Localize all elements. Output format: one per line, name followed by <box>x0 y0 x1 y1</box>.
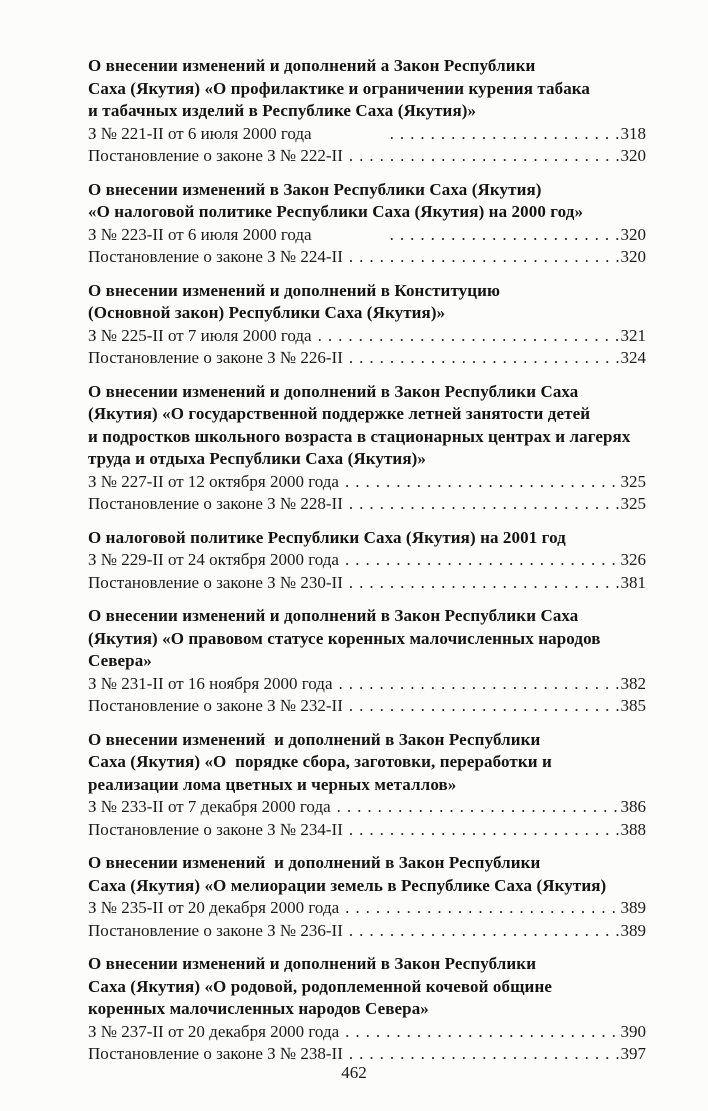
title-line: О внесении изменений и дополнений а Закон Республики <box>88 56 536 75</box>
title-line: и табачных изделий в Республике Саха (Якутия)» <box>88 101 477 120</box>
toc-entry <box>88 953 646 1066</box>
law-ref-text: З № 229-II от 24 октября 2000 года <box>88 550 339 569</box>
resolution-ref-row <box>88 920 646 943</box>
title-line: Саха (Якутия) «О порядке сбора, заготовки, переработки и <box>88 752 552 771</box>
law-ref-row <box>88 549 646 572</box>
law-page-number: 318 <box>620 123 646 143</box>
law-ref-text: З № 223-II от 6 июля 2000 года <box>88 224 312 244</box>
resolution-ref-row <box>88 572 646 595</box>
dot-leader <box>312 325 621 348</box>
law-page-number: 325 <box>620 471 646 491</box>
resolution-ref-row <box>88 246 646 269</box>
law-page-number: 389 <box>620 898 646 917</box>
dot-leader <box>339 897 620 920</box>
resolution-page-number: 388 <box>620 819 646 839</box>
dot-leader <box>384 123 621 146</box>
dot-leader <box>339 549 621 572</box>
title-line: (Якутия) «О государственной поддержке летней занятости детей <box>88 404 591 423</box>
law-ref-row <box>88 123 646 146</box>
resolution-ref-text: Постановление о законе З № 230-II <box>88 572 343 592</box>
law-page-number: 320 <box>620 224 646 244</box>
resolution-ref-text: Постановление о законе З № 234-II <box>88 819 343 839</box>
title-line: О внесении изменений и дополнений в Закон Республики Саха <box>88 381 579 401</box>
title-line: Саха (Якутия) «О мелиорации земель в Республике Саха (Якутия) <box>88 875 607 895</box>
law-ref-text: З № 237-II от 20 декабря 2000 года <box>88 1021 340 1041</box>
entry-title <box>88 55 646 123</box>
entry-title <box>88 605 646 673</box>
title-line: Саха (Якутия) «О родовой, родоплеменной кочевой общине <box>88 976 552 996</box>
toc-entry <box>88 729 646 842</box>
dot-leader <box>343 493 621 516</box>
title-line: реализации лома цветных и черных металлов» <box>88 774 457 794</box>
toc-entry <box>88 605 646 718</box>
title-line: труда и отдыха Республики Саха (Якутия)» <box>88 449 426 468</box>
resolution-ref-row <box>88 819 646 842</box>
law-ref-text: З № 225-II от 7 июля 2000 года <box>88 325 312 345</box>
toc-entry <box>88 852 646 942</box>
page-number: 462 <box>341 1063 367 1082</box>
dot-leader <box>343 695 621 718</box>
resolution-page-number: 324 <box>620 348 646 367</box>
resolution-ref-row <box>88 695 646 718</box>
dot-leader <box>343 572 621 595</box>
law-page-number: 321 <box>620 325 646 345</box>
title-line: коренных малочисленных народов Севера» <box>88 999 429 1018</box>
title-line: О внесении изменений и дополнений в Закон Республики <box>88 954 537 973</box>
page-footer <box>0 1063 708 1083</box>
resolution-page-number: 381 <box>620 572 646 592</box>
title-line: О внесении изменений в Закон Республики Саха (Якутия) <box>88 179 542 199</box>
entry-title <box>88 729 646 797</box>
toc-entry <box>88 280 646 370</box>
resolution-ref-text: Постановление о законе З № 228-II <box>88 494 343 513</box>
resolution-ref-text: Постановление о законе З № 222-II <box>88 146 343 165</box>
toc-entry <box>88 381 646 516</box>
dot-leader <box>384 224 621 247</box>
dot-leader <box>333 673 621 696</box>
title-line: Саха (Якутия) «О профилактике и ограничении курения табака <box>88 78 591 98</box>
title-line: Севера» <box>88 651 152 670</box>
entry-title <box>88 953 646 1021</box>
law-page-number: 390 <box>620 1021 646 1041</box>
title-line: и подростков школьного возраста в стационарных центрах и лагерях <box>88 426 631 446</box>
dot-leader <box>339 1021 620 1044</box>
entry-title <box>88 381 646 471</box>
resolution-ref-text: Постановление о законе З № 226-II <box>88 348 343 367</box>
law-ref-row <box>88 796 646 819</box>
law-page-number: 386 <box>620 797 646 816</box>
law-ref-row <box>88 224 646 247</box>
law-page-number: 382 <box>620 673 646 693</box>
title-line: (Якутия) «О правовом статусе коренных малочисленных народов <box>88 628 601 648</box>
law-ref-text: З № 221-II от 6 июля 2000 года <box>88 123 312 143</box>
entry-title <box>88 179 646 224</box>
resolution-page-number: 385 <box>620 696 646 715</box>
resolution-ref-text: Постановление о законе З № 232-II <box>88 696 343 715</box>
toc-list <box>88 55 646 1077</box>
dot-leader <box>343 920 621 943</box>
resolution-ref-text: Постановление о законе З № 238-II <box>88 1044 343 1063</box>
law-page-number: 326 <box>620 550 646 569</box>
resolution-ref-text: Постановление о законе З № 236-II <box>88 920 343 940</box>
entry-title <box>88 527 646 550</box>
dot-leader <box>343 246 621 269</box>
title-line: О внесении изменений и дополнений в Закон Республики <box>88 853 541 872</box>
dot-leader <box>331 796 621 819</box>
law-ref-row <box>88 471 646 494</box>
law-ref-row <box>88 673 646 696</box>
law-ref-text: З № 233-II от 7 декабря 2000 года <box>88 797 331 816</box>
law-ref-row <box>88 897 646 920</box>
title-line: «О налоговой политике Республики Саха (Якутия) на 2000 год» <box>88 202 584 221</box>
resolution-page-number: 320 <box>620 247 646 266</box>
toc-entry <box>88 179 646 269</box>
law-ref-row <box>88 325 646 348</box>
toc-entry <box>88 527 646 595</box>
law-ref-text: З № 227-II от 12 октября 2000 года <box>88 471 339 491</box>
entry-title <box>88 280 646 325</box>
resolution-page-number: 389 <box>620 920 646 940</box>
toc-entry <box>88 55 646 168</box>
resolution-ref-row <box>88 493 646 516</box>
resolution-ref-row <box>88 145 646 168</box>
resolution-page-number: 325 <box>620 494 646 513</box>
title-line: О внесении изменений и дополнений в Закон Республики Саха <box>88 606 579 625</box>
entry-title <box>88 852 646 897</box>
title-line: О налоговой политике Республики Саха (Якутия) на 2001 год <box>88 527 566 547</box>
dot-leader <box>343 145 621 168</box>
law-ref-row <box>88 1021 646 1044</box>
title-line: О внесении изменений и дополнений в Конституцию <box>88 280 501 300</box>
dot-leader <box>343 819 621 842</box>
resolution-page-number: 320 <box>620 146 646 165</box>
resolution-ref-text: Постановление о законе З № 224-II <box>88 247 343 266</box>
resolution-ref-row <box>88 347 646 370</box>
law-ref-text: З № 231-II от 16 ноября 2000 года <box>88 673 333 693</box>
resolution-page-number: 397 <box>620 1044 646 1063</box>
dot-leader <box>343 347 621 370</box>
dot-leader <box>339 471 621 494</box>
title-line: О внесении изменений и дополнений в Закон Республики <box>88 729 541 749</box>
law-ref-text: З № 235-II от 20 декабря 2000 года <box>88 898 340 917</box>
title-line: (Основной закон) Республики Саха (Якутия)» <box>88 303 446 322</box>
